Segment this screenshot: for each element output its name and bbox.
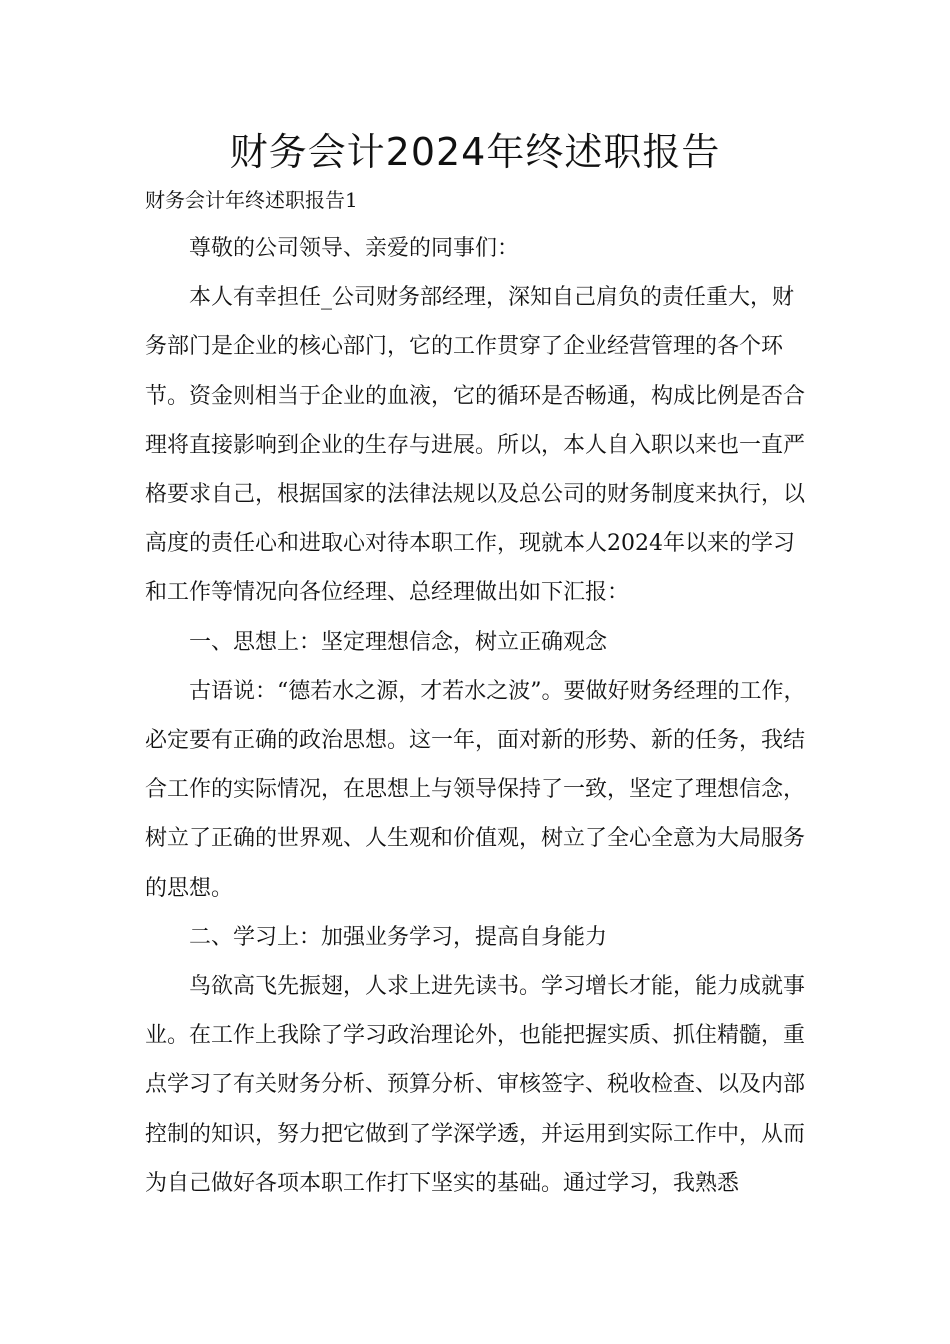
paragraph-intro: 本人有幸担任_公司财务部经理，深知自己肩负的责任重大，财务部门是企业的核心部门，它的工作贯穿了企业经营管理的各个环节。资金则相当于企业的血液，它的循环是否畅通，构成比例是否合理将直接影响到企业的生存与进展。所以，本人自入职以来也一直严格要求自己，根据国家的法律法规以及总公司的财务制度来执行，以高度的责任心和进取心对待本职工作，现就本人2024年以来的学习和工作等情况向各位经理、总经理做出如下汇报：: [145, 285, 806, 606]
document-subtitle: 财务会计年终述职报告1: [145, 188, 358, 212]
section-heading-thought: 一、思想上：坚定理想信念，树立正确观念: [189, 629, 608, 655]
document-body: [145, 224, 815, 1208]
document-title: 财务会计2024年终述职报告: [229, 130, 721, 174]
salutation: 尊敬的公司领导、亲爱的同事们：: [189, 236, 520, 261]
paragraph-thought: 古语说：“德若水之源，才若水之波”。要做好财务经理的工作，必定要有正确的政治思想。这一年，面对新的形势、新的任务，我结合工作的实际情况，在思想上与领导保持了一致，坚定了理想信念，树立了正确的世界观、人生观和价值观，树立了全心全意为大局服务的思想。: [145, 678, 806, 901]
paragraph-study: 鸟欲高飞先振翅，人求上进先读书。学习增长才能，能力成就事业。在工作上我除了学习政治理论外，也能把握实质、抓住精髓，重点学习了有关财务分析、预算分析、审核签字、税收检查、以及内部控制的知识，努力把它做到了学深学透，并运用到实际工作中，从而为自己做好各项本职工作打下坚实的基础。通过学习，我熟悉: [145, 974, 806, 1196]
section-heading-study: 二、学习上：加强业务学习，提高自身能力: [189, 924, 608, 950]
